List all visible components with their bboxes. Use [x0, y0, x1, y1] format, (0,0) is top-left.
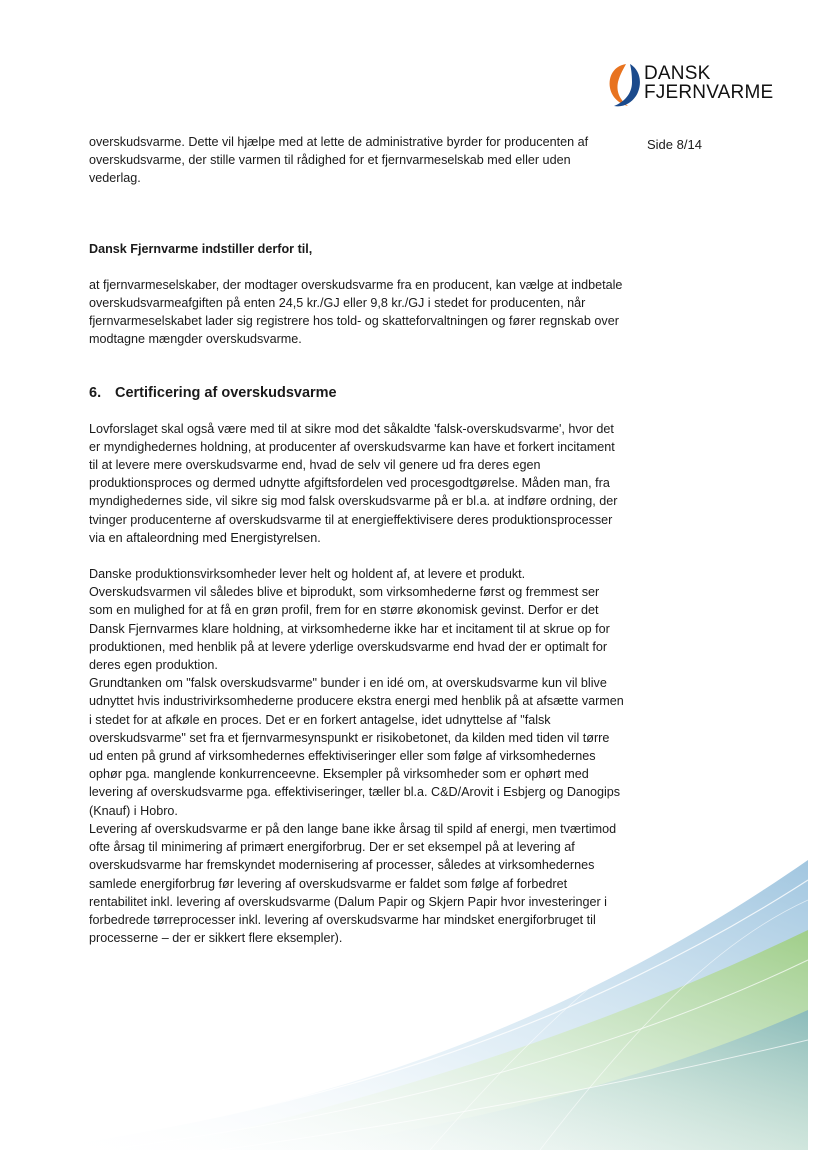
recommendation-paragraph: at fjernvarmeselskaber, der modtager overskudsvarme fra en producent, kan vælge at indbetale overskudsvarmeafgiften på enten 24,5 kr./GJ eller 9,8 kr./GJ i stedet for producenten, når fjernvarmeselskabet lader sig registrere hos told- og skatteforvaltningen og fører regnskab over modtagne mængder overskudsvarme. [89, 277, 623, 347]
recommendation-lead: Dansk Fjernvarme indstiller derfor til, [89, 241, 313, 256]
logo-wordmark [644, 64, 773, 102]
paragraph-2: Danske produktionsvirksomheder lever helt og holdent af, at levere et produkt. Overskudsvarmen vil således blive et biprodukt, som virksomhederne først og fremmest ser som en mulighed for at få en grøn profil, frem for en større økonomisk gevinst. Derfor er det Dansk Fjernvarmes klare holdning, at virksomhederne ikke har et incitament til at skrue op for produktionen, med henblik på at levere yderlige overskudsvarme end hvad der er optimalt for deres egen produktion. [89, 567, 610, 673]
flame-swirl-icon [606, 60, 642, 110]
section-title: Certificering af overskudsvarme [115, 384, 337, 401]
paragraph-4: Levering af overskudsvarme er på den lange bane ikke årsag til spild af energi, men tværtimod ofte årsag til minimering af primært energiforbrug. Der er set eksempel på at levering af overskudsvarme har fremskyndet modernisering af processer, således at virksomhedernes samlede energiforbrug før levering af overskudsvarme er faldet som følge af forbedret rentabilitet inkl. levering af overskudsvarme (Dalum Papir og Skjern Papir hvor investeringer i forbedrede tørreprocesser inkl. levering af overskudsvarme har mindsket energiforbruget til processerne – der er sikkert flere eksempler). [89, 821, 617, 946]
paragraph-1: Lovforslaget skal også være med til at sikre mod det såkaldte 'falsk-overskudsvarme', hvor det er myndighedernes holdning, at producenter af overskudsvarme kan have et forkert incitament til at levere mere overskudsvarme end, hvad de selv vil genere ud fra deres egen produktionsproces og dermed udnytte afgiftsfordelen ved procesgodtgørelse. Måden man, fra myndighedernes side, vil sikre sig mod falsk overskudsvarme på er bl.a. at indføre ordning, der tvinger producenterne af overskudsvarme til at energieffektivisere deres produktionsprocesser via en aftaleordning med Energistyrelsen. [89, 421, 618, 545]
dansk-fjernvarme-logo [606, 60, 776, 110]
paragraph-3: Grundtanken om "falsk overskudsvarme" bunder i en idé om, at overskudsvarme kun vil blive udnyttet hvis industrivirksomhederne producere ekstra energi med henblik på at afsætte varmen i stedet for at afkøle en proces. Det er en forkert antagelse, idet udnyttelse af "falsk overskudsvarme" set fra et fjernvarmesynspunkt er risikobetonet, da kilden med tiden vil tørre ud enten på grund af virksomhedernes effektiviseringer eller som følge af virksomhedernes ophør pga. manglende konkurrenceevne. Eksempler på virksomheder som er ophørt med levering af overskudsvarme pga. effektiviseringer, tæller bl.a. C&D/Arovit i Esbjerg og Danogips (Knauf) i Hobro. [89, 676, 624, 818]
logo-line-2: FJERNVARME [644, 82, 774, 103]
document-body [89, 133, 624, 947]
section-number: 6. [89, 384, 102, 401]
logo-line-1: DANSK [644, 63, 711, 84]
intro-paragraph: overskudsvarme. Dette vil hjælpe med at lette de administrative byrder for producenten af overskudsvarme, der stille varmen til rådighed for et fjernvarmeselskab med eller uden vederlag. [89, 135, 589, 186]
page-number: Side 8/14 [647, 137, 702, 152]
section-heading [89, 384, 624, 402]
